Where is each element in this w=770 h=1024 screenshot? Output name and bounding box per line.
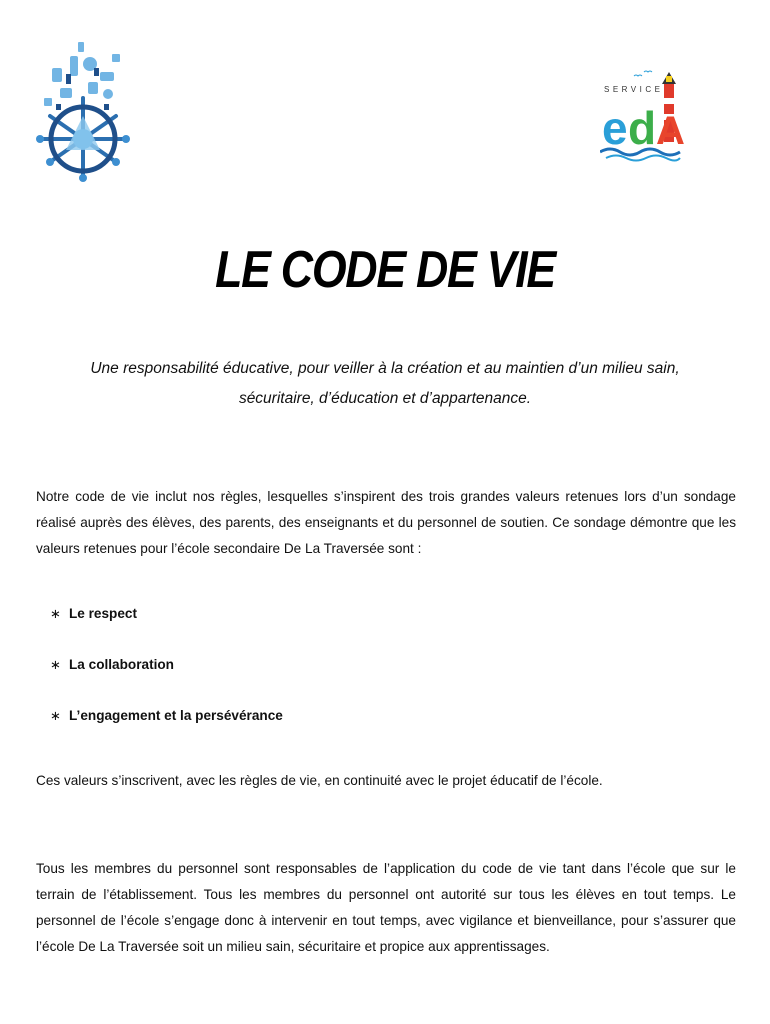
- svg-text:e: e: [602, 102, 628, 154]
- page-title: LE CODE DE VIE: [215, 241, 555, 299]
- school-emblem-logo: [30, 38, 136, 182]
- continuity-paragraph: Ces valeurs s’inscrivent, avec les règles de vie, en continuité avec le projet éducatif de l’école.: [36, 773, 603, 788]
- intro-paragraph: Notre code de vie inclut nos règles, lesquelles s’inspirent des trois grandes valeurs retenues lors d’un sondage réalisé auprès des élèves, des parents, des enseignants et du personnel de soutien. Ce sondage démontre que les valeurs retenues pour l’école secondaire De La Traversée sont :: [36, 489, 736, 556]
- staff-paragraph: Tous les membres du personnel sont responsables de l’application du code de vie tant dans l’école que sur le terrain de l’établissement. Tous les membres du personnel ont autorité sur tous les élèves en tout temps. Le personnel de l’école s’engage donc à intervenir en tout temps, avec vigilance et bienveillance, pour s’assurer que l’école De La Traversée soit un milieu sain, sécuritaire et propice aux apprentissages.: [36, 861, 736, 954]
- value-label: Le respect: [69, 606, 138, 621]
- page-subtitle: Une responsabilité éducative, pour veiller à la création et au maintien d’un milieu sain, sécuritaire, d’éducation et d’appartenance.: [90, 360, 680, 407]
- value-label: La collaboration: [69, 657, 174, 672]
- value-label: L’engagement et la persévérance: [69, 708, 283, 723]
- eda-service-logo: [600, 66, 684, 168]
- svg-text:A: A: [656, 109, 684, 153]
- bullet-icon: ∗: [50, 708, 61, 723]
- bullet-icon: ∗: [50, 657, 61, 672]
- eda-service-top-text: SERVICE: [604, 85, 664, 94]
- svg-text:d: d: [628, 102, 657, 154]
- bullet-icon: ∗: [50, 606, 61, 621]
